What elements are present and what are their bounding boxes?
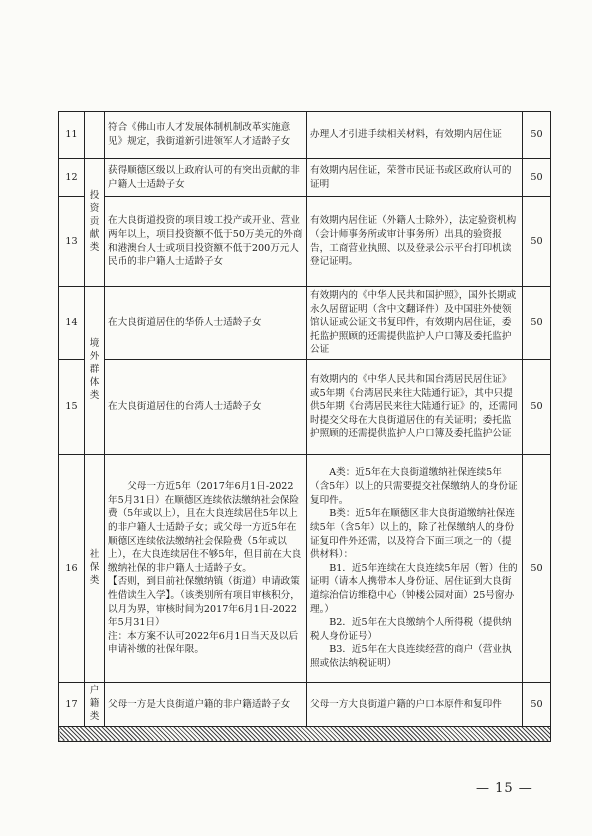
materials-cell: 有效期内居住证（外籍人士除外），法定验资机构（会计师事务所或审计事务所）出具的验资报告，工商营业执照、以及登录公示平台打印机读登记证明。 (307, 197, 523, 287)
table-row (59, 197, 551, 287)
materials-paragraph: B3．近5年在大良连续经营的商户（营业执照或依法纳税证明） (310, 644, 512, 669)
row-number: 11 (59, 112, 85, 159)
materials-paragraph: B2．近5年在大良缴纳个人所得税（提供纳税人身份证号） (310, 617, 512, 642)
materials-cell: 父母一方大良街道户籍的户口本原件和复印件 (307, 683, 523, 727)
category-household: 户籍类 (85, 683, 105, 727)
table-row (59, 287, 551, 360)
criteria-cell: 获得顺德区级以上政府认可的有突出贡献的非户籍人士适龄子女 (105, 159, 307, 197)
row-number: 16 (59, 455, 85, 683)
category-social-security: 社保类 (85, 455, 105, 683)
score-cell: 50 (523, 683, 551, 727)
hatched-footer-row (59, 726, 551, 741)
row-number: 15 (59, 360, 85, 455)
table-row (59, 683, 551, 727)
materials-cell (307, 455, 523, 683)
row-number: 13 (59, 197, 85, 287)
materials-cell: 办理人才引进手续相关材料，有效期内居住证 (307, 112, 523, 159)
score-cell: 50 (523, 455, 551, 683)
row-number: 17 (59, 683, 85, 727)
materials-paragraph: B1．近5年连续在大良连续5年居（暂）住的证明（请本人携带本人身份证、居住证到大良街道综治信访维稳中心（钟楼公园对面）25号窗办理。） (310, 562, 518, 615)
policy-table (58, 111, 551, 742)
score-cell: 50 (523, 197, 551, 287)
criteria-cell: 在大良街道投资的项目竣工投产或开业、营业两年以上，项目投资额不低于50万美元的外商和港澳台人士或项目投资额不低于200万元人民币的非户籍人士适龄子女 (105, 197, 307, 287)
table-row (59, 112, 551, 159)
score-cell: 50 (523, 112, 551, 159)
materials-cell: 有效期内的《中华人民共和国护照》，国外长期或永久居留证明（含中文翻译件）及中国驻外使领馆认证或公证文书复印件，有效期内居住证，委托监护照顾的还需提供监护人户口簿及委托监护公证 (307, 287, 523, 360)
score-cell: 50 (523, 159, 551, 197)
criteria-cell: 在大良街道居住的台湾人士适龄子女 (105, 360, 307, 455)
page-number: — 15 — (476, 781, 533, 796)
category-cell (85, 112, 105, 159)
materials-cell: 有效期内的《中华人民共和国台湾居民居住证》或5年期《台湾居民来往大陆通行证》，其中只提供5年期《台湾居民来往大陆通行证》的，还需同时提交父母在大良街道居住的有关证明；委托监护照顾的还需提供监护人户口簿及委托监护公证 (307, 360, 523, 455)
hatched-band (59, 726, 551, 741)
score-cell: 50 (523, 287, 551, 360)
category-overseas: 境外群体类 (85, 287, 105, 455)
category-investment: 投资贡献类 (85, 159, 105, 287)
criteria-cell: 父母一方是大良街道户籍的非户籍适龄子女 (105, 683, 307, 727)
criteria-cell: 在大良街道居住的华侨人士适龄子女 (105, 287, 307, 360)
score-cell: 50 (523, 360, 551, 455)
table-row (59, 455, 551, 683)
criteria-cell: 符合《佛山市人才发展体制机制改革实施意见》规定，我街道新引进领军人才适龄子女 (105, 112, 307, 159)
table-row (59, 360, 551, 455)
materials-paragraph: A类：近5年在大良街道缴纳社保连续5年（含5年）以上的只需要提交社保缴纳人的身份证复印件。 (310, 467, 518, 506)
row-number: 14 (59, 287, 85, 360)
table-row (59, 159, 551, 197)
row-number: 12 (59, 159, 85, 197)
criteria-note: 注：本方案不认可2022年6月1日当天及以后申请补缴的社保年限。 (108, 630, 299, 656)
criteria-paragraph: 【否则，到目前社保缴纳镇（街道）申请政策性借读生入学】。（该类别所有项目审核积分，以月为界，审核时间为2017年6月1日-2022年5月31日） (108, 576, 300, 629)
materials-paragraph: B类：近5年在顺德区非大良街道缴纳社保连续5年（含5年）以上的，除了社保缴纳人的身份证复印件外还需，以及符合下面三项之一的（提供材料）： (310, 508, 516, 561)
criteria-paragraph: 父母一方近5年（2017年6月1日-2022年5月31日）在顺德区连续依法缴纳社会保险费（5年或以上），且在大良连续居住5年以上的非户籍人士适龄子女；或父母一方近5年在顺德区连续依法缴纳社会保险费（5年或以上），在大良连续居住不够5年，但目前在大良缴纳社保的非户籍人士适龄子女。 (108, 481, 302, 574)
criteria-cell (105, 455, 307, 683)
materials-cell: 有效期内居住证，荣誉市民证书或区政府认可的证明 (307, 159, 523, 197)
